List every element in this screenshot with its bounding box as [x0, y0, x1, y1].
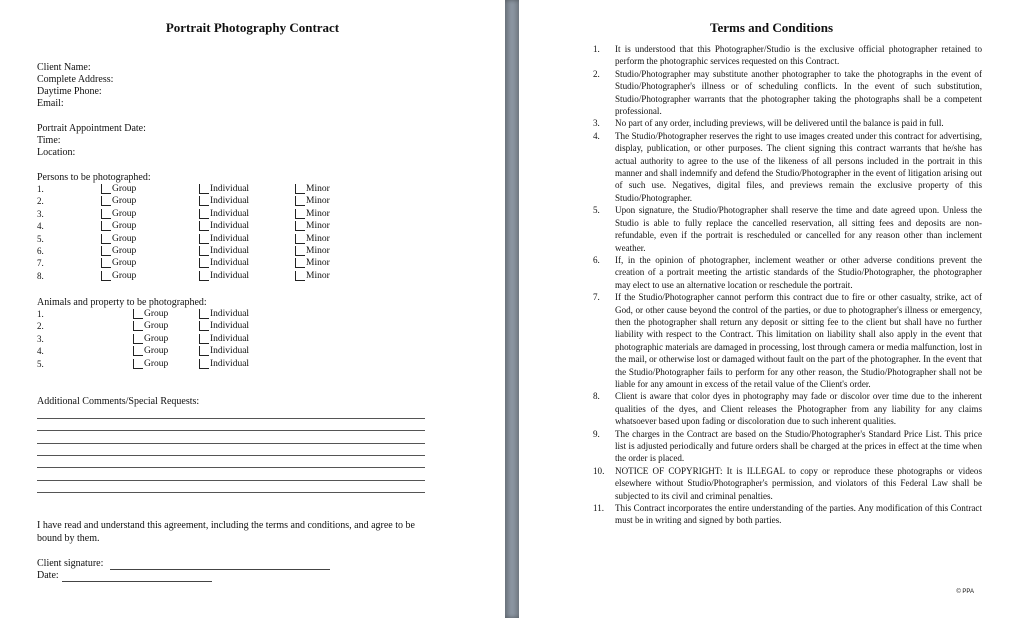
- term-text: No part of any order, including previews, will be delivered until the balance is paid in full.: [615, 118, 944, 129]
- group-checkbox[interactable]: [133, 320, 168, 332]
- group-label: Group: [112, 196, 137, 207]
- checkbox-box[interactable]: [101, 209, 111, 219]
- term-number: 7.: [593, 292, 600, 303]
- group-label: Group: [144, 309, 169, 319]
- ppa-copyright: © PPA: [956, 589, 974, 595]
- term-text: Upon signature, the Studio/Photographer shall reserve the time and date agreed upon. Unless the Studio is able to fully replace the cancelled reservation, all sitting fees and deposits are non-refundable, even if the portrait is rescheduled or cancelled for any reason other than inclement weather.: [615, 205, 982, 253]
- row-number: 1.: [37, 309, 44, 319]
- group-label: Group: [112, 270, 137, 281]
- individual-checkbox[interactable]: [199, 233, 249, 245]
- term-number: 3.: [593, 118, 600, 129]
- client-name-label: Client Name:: [37, 62, 91, 73]
- list-item: [37, 257, 357, 269]
- minor-label: Minor: [306, 196, 330, 207]
- row-number: 7.: [37, 258, 44, 269]
- individual-checkbox[interactable]: [199, 245, 249, 257]
- term-item: [593, 130, 982, 204]
- email-label: Email:: [37, 98, 64, 109]
- terms-page: [519, 0, 1024, 618]
- minor-label: Minor: [306, 208, 330, 219]
- date-label: Date:: [37, 570, 59, 581]
- term-number: 5.: [593, 205, 600, 216]
- row-number: 4.: [37, 346, 44, 357]
- list-item: [37, 220, 357, 232]
- row-number: 3.: [37, 208, 44, 219]
- checkbox-box[interactable]: [101, 196, 111, 206]
- checkbox-box[interactable]: [133, 346, 143, 356]
- term-text: This Contract incorporates the entire understanding of the parties. Any modification of this Contract must be in writing and signed by both parties.: [615, 503, 982, 526]
- individual-checkbox[interactable]: [199, 183, 249, 195]
- checkbox-box[interactable]: [101, 271, 111, 281]
- group-checkbox[interactable]: [133, 333, 168, 345]
- checkbox-box[interactable]: [199, 321, 209, 331]
- comment-line[interactable]: [37, 430, 425, 431]
- term-text: The Studio/Photographer reserves the right to use images created under this contract for advertising, display, publication, or other purposes. The client signing this contract warrants that he/she has actual authority to agree to the use of the likeness of all persons included in the portrait in this manner and shall indemnify and defend the Studio/Photographer in the event of litigation arising out of such use. Negatives, digital files, and previews remain the exclusive property of this Studio/Photographer.: [615, 130, 982, 203]
- row-number: 5.: [37, 358, 44, 369]
- term-number: 6.: [593, 254, 600, 265]
- individual-label: Individual: [210, 233, 250, 244]
- row-number: 2.: [37, 196, 44, 207]
- minor-label: Minor: [306, 246, 330, 256]
- row-number: 5.: [37, 233, 44, 244]
- individual-label: Individual: [210, 346, 250, 357]
- checkbox-box[interactable]: [199, 346, 209, 356]
- term-number: 9.: [593, 428, 600, 439]
- checkbox-box[interactable]: [101, 234, 111, 244]
- list-item: [37, 270, 357, 282]
- minor-label: Minor: [306, 270, 330, 281]
- group-checkbox[interactable]: [133, 308, 168, 320]
- minor-checkbox[interactable]: [295, 233, 330, 245]
- group-checkbox[interactable]: [101, 270, 136, 282]
- individual-checkbox[interactable]: [199, 208, 249, 220]
- checkbox-box[interactable]: [199, 184, 209, 194]
- term-text: If the Studio/Photographer cannot perform this contract due to fire or other casualty, strike, act of God, or other cause beyond the control of the parties, or due to photographer's illness or emergency, then the photographer shall return any deposit or sitting fee to the client but shall have no further liability with respect to the Contract. This limitation on liability shall also apply in the event that photographic materials are damaged in processing, lost through camera or media malfunction, lost in the mail, or otherwise lost or damaged without fault on the part of the photographer. In the event that the Studio/Photographer fails to perform for any other reason, the Studio/Photographer shall not be liable for any amount in excess of the retail value of the Client's order.: [615, 292, 982, 389]
- minor-checkbox[interactable]: [295, 220, 330, 232]
- checkbox-box[interactable]: [101, 246, 111, 256]
- individual-checkbox[interactable]: [199, 308, 249, 320]
- term-text: The charges in the Contract are based on the Studio/Photographer's Standard Price List. This price list is adjusted periodically and future orders shall be charged at the prices in effect at the time when the order is placed.: [615, 428, 982, 464]
- row-number: 4.: [37, 221, 44, 232]
- list-item: [37, 183, 357, 195]
- checkbox-box[interactable]: [199, 258, 209, 268]
- checkbox-box[interactable]: [101, 258, 111, 268]
- minor-checkbox[interactable]: [295, 270, 330, 282]
- appointment-time-label: Time:: [37, 135, 61, 146]
- checkbox-box[interactable]: [133, 359, 143, 369]
- list-item: [37, 358, 357, 370]
- comment-line[interactable]: [37, 443, 425, 444]
- checkbox-box[interactable]: [199, 246, 209, 256]
- term-number: 10.: [593, 465, 605, 476]
- group-checkbox[interactable]: [133, 345, 168, 357]
- minor-label: Minor: [306, 258, 330, 269]
- term-item: [593, 390, 982, 427]
- list-item: [37, 245, 357, 257]
- persons-heading: Persons to be photographed:: [37, 172, 151, 183]
- individual-label: Individual: [210, 358, 250, 369]
- checkbox-box[interactable]: [199, 334, 209, 344]
- checkbox-box[interactable]: [199, 271, 209, 281]
- group-checkbox[interactable]: [101, 220, 136, 232]
- list-item: [37, 320, 357, 332]
- term-text: It is understood that this Photographer/Studio is the exclusive official photographer retained to perform the photographic services requested on this Contract.: [615, 44, 982, 67]
- term-text: If, in the opinion of photographer, inclement weather or other adverse conditions prevent the creation of a portrait meeting the artistic standards of the Studio/Photographer, the photographer may elect to use an alternative location or reschedule the portrait.: [615, 254, 982, 290]
- term-item: [593, 254, 982, 291]
- individual-label: Individual: [210, 258, 250, 269]
- comment-line[interactable]: [37, 467, 425, 468]
- group-checkbox[interactable]: [101, 257, 136, 269]
- term-item: [593, 465, 982, 502]
- group-checkbox[interactable]: [101, 183, 136, 195]
- row-number: 6.: [37, 246, 44, 256]
- individual-label: Individual: [210, 246, 250, 256]
- comment-line[interactable]: [37, 480, 425, 481]
- client-signature-label: Client signature:: [37, 558, 104, 569]
- group-checkbox[interactable]: [101, 245, 136, 257]
- list-item: [37, 308, 357, 320]
- checkbox-box[interactable]: [133, 309, 143, 319]
- checkbox-box[interactable]: [101, 221, 111, 231]
- individual-checkbox[interactable]: [199, 220, 249, 232]
- term-number: 4.: [593, 130, 600, 141]
- individual-label: Individual: [210, 321, 250, 332]
- comment-line[interactable]: [37, 455, 425, 456]
- term-item: [593, 428, 982, 465]
- individual-label: Individual: [210, 208, 250, 219]
- appointment-location-label: Location:: [37, 147, 76, 158]
- term-item: [593, 68, 982, 118]
- client-signature-line[interactable]: [110, 569, 330, 570]
- comment-line[interactable]: [37, 492, 425, 493]
- term-number: 2.: [593, 68, 600, 79]
- group-label: Group: [112, 208, 137, 219]
- comment-line[interactable]: [37, 418, 425, 419]
- row-number: 8.: [37, 270, 44, 281]
- list-item: [37, 233, 357, 245]
- checkbox-box[interactable]: [199, 221, 209, 231]
- individual-checkbox[interactable]: [199, 333, 249, 345]
- group-checkbox[interactable]: [101, 233, 136, 245]
- animals-heading: Animals and property to be photographed:: [37, 297, 207, 308]
- group-checkbox[interactable]: [101, 208, 136, 220]
- term-text: NOTICE OF COPYRIGHT: It is ILLEGAL to copy or reproduce these photographs or videos elsewhere without Studio/Photographer's permission, and violators of this Federal Law shall be subjected to its civil and criminal penalties.: [615, 465, 982, 501]
- individual-label: Individual: [210, 196, 250, 207]
- term-number: 8.: [593, 391, 600, 402]
- individual-label: Individual: [210, 309, 250, 319]
- individual-checkbox[interactable]: [199, 358, 249, 370]
- row-number: 1.: [37, 184, 44, 194]
- contract-form-page: [0, 0, 505, 618]
- checkbox-box[interactable]: [295, 258, 305, 268]
- checkbox-box[interactable]: [199, 309, 209, 319]
- minor-checkbox[interactable]: [295, 208, 330, 220]
- individual-checkbox[interactable]: [199, 320, 249, 332]
- row-number: 3.: [37, 333, 44, 344]
- list-item: [37, 345, 357, 357]
- checkbox-box[interactable]: [101, 184, 111, 194]
- checkbox-box[interactable]: [295, 184, 305, 194]
- checkbox-box[interactable]: [295, 209, 305, 219]
- group-label: Group: [144, 346, 169, 357]
- minor-checkbox[interactable]: [295, 245, 330, 257]
- term-item: [593, 117, 982, 129]
- term-number: 1.: [593, 44, 600, 54]
- list-item: [37, 195, 357, 207]
- list-item: [37, 333, 357, 345]
- checkbox-box[interactable]: [295, 234, 305, 244]
- minor-label: Minor: [306, 221, 330, 232]
- group-label: Group: [144, 321, 169, 332]
- term-item: [593, 204, 982, 254]
- checkbox-box[interactable]: [199, 209, 209, 219]
- list-item: [37, 208, 357, 220]
- group-checkbox[interactable]: [101, 195, 136, 207]
- term-text: Studio/Photographer may substitute another photographer to take the photographs in the event of Studio/Photographer's illness or of scheduling conflicts. In the event of such substitution, Studio/Photographer warrants that the photographer taking the photographs shall be a competent professional.: [615, 68, 982, 117]
- minor-checkbox[interactable]: [295, 183, 330, 195]
- group-label: Group: [112, 233, 137, 244]
- date-line[interactable]: [62, 581, 212, 582]
- minor-checkbox[interactable]: [295, 195, 330, 207]
- complete-address-label: Complete Address:: [37, 74, 114, 85]
- checkbox-box[interactable]: [295, 246, 305, 256]
- checkbox-box[interactable]: [295, 271, 305, 281]
- individual-label: Individual: [210, 270, 250, 281]
- checkbox-box[interactable]: [295, 221, 305, 231]
- agreement-text: I have read and understand this agreement, including the terms and conditions, and agree to be bound by them.: [37, 520, 415, 544]
- group-checkbox[interactable]: [133, 358, 168, 370]
- individual-label: Individual: [210, 333, 250, 344]
- individual-checkbox[interactable]: [199, 195, 249, 207]
- daytime-phone-label: Daytime Phone:: [37, 86, 102, 97]
- group-label: Group: [144, 333, 169, 344]
- checkbox-box[interactable]: [199, 196, 209, 206]
- term-item: [593, 502, 982, 527]
- comments-heading: Additional Comments/Special Requests:: [37, 396, 200, 407]
- group-label: Group: [112, 246, 137, 256]
- term-text: Client is aware that color dyes in photography may fade or discolor over time due to the inherent qualities of the dyes, and Client releases the Photographer from any liability for any claims whatsoever based upon fading or discoloration due to such inherent qualities.: [615, 391, 982, 427]
- individual-checkbox[interactable]: [199, 257, 249, 269]
- group-label: Group: [112, 184, 137, 194]
- contract-title: Portrait Photography Contract: [165, 20, 340, 35]
- terms-title: Terms and Conditions: [709, 20, 834, 35]
- checkbox-box[interactable]: [133, 334, 143, 344]
- appointment-date-label: Portrait Appointment Date:: [37, 123, 146, 134]
- term-item: [593, 291, 982, 390]
- group-label: Group: [144, 358, 169, 369]
- terms-list: [593, 43, 982, 527]
- individual-label: Individual: [210, 221, 250, 232]
- checkbox-box[interactable]: [133, 321, 143, 331]
- checkbox-box[interactable]: [199, 359, 209, 369]
- row-number: 2.: [37, 321, 44, 332]
- individual-checkbox[interactable]: [199, 270, 249, 282]
- checkbox-box[interactable]: [199, 234, 209, 244]
- group-label: Group: [112, 221, 137, 232]
- minor-checkbox[interactable]: [295, 257, 330, 269]
- group-label: Group: [112, 258, 137, 269]
- term-item: [593, 43, 982, 68]
- checkbox-box[interactable]: [295, 196, 305, 206]
- individual-checkbox[interactable]: [199, 345, 249, 357]
- page-gutter: [505, 0, 519, 618]
- individual-label: Individual: [210, 184, 250, 194]
- term-number: 11.: [593, 503, 605, 514]
- minor-label: Minor: [306, 233, 330, 244]
- minor-label: Minor: [306, 184, 330, 194]
